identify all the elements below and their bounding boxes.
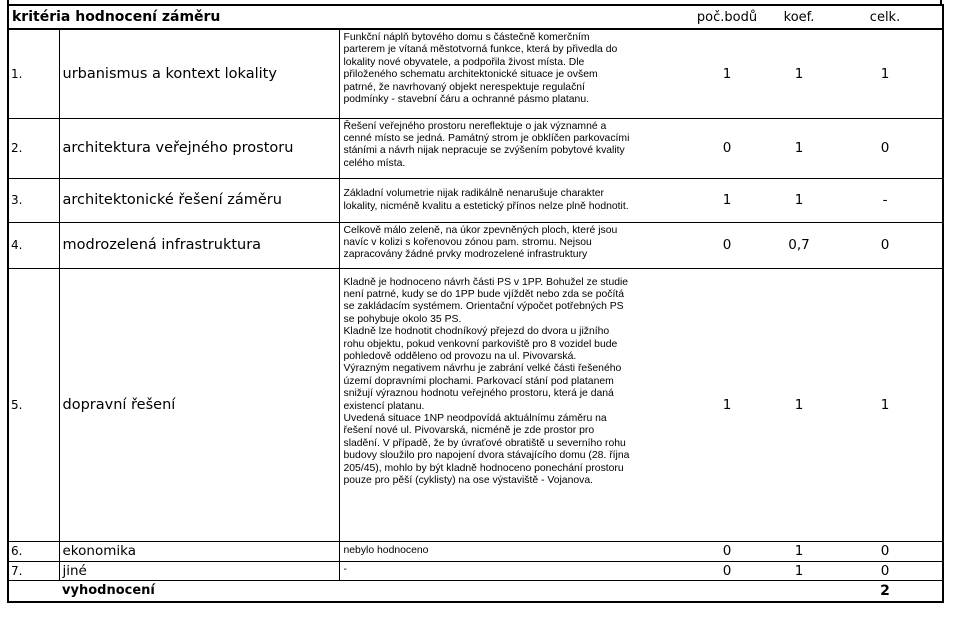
points-value: 1: [684, 268, 770, 541]
points-value: 0: [684, 118, 770, 178]
criterion-comment: nebylo hodnoceno: [339, 541, 684, 561]
criterion-comment: -: [339, 561, 684, 580]
criterion-comment: Celkově málo zeleně, na úkor zpevněných ploch, které jsou navíc v kolizi s kořenovou zónou pam. stromu. Nejsou zapracovány žádné prvky modrozelené infrastruktury: [339, 222, 684, 268]
total-value: 1: [828, 268, 943, 541]
coef-value: 1: [770, 561, 828, 580]
summary-coef-cell: [770, 580, 828, 602]
criterion-comment: Funkční náplň bytového domu s částečně komerčním parterem je vítaná městotvorná funkce, která by přivedla do lokality nové obyvatele, a podpořila živost místa. Dle přiloženého schematu architektonické situace je ovšem patrné, že navrhovaný objekt nerespektuje regulační podmínky - stavební čáru a ochranné pásmo platanu.: [339, 29, 684, 118]
total-value: 1: [828, 29, 943, 118]
coef-value: 1: [770, 178, 828, 222]
summary-number-cell: [8, 580, 59, 602]
row-number: 2.: [8, 118, 59, 178]
total-value: 0: [828, 541, 943, 561]
criterion-name: modrozelená infrastruktura: [59, 222, 339, 268]
summary-points-cell: [684, 580, 770, 602]
coef-value: 1: [770, 118, 828, 178]
total-value: -: [828, 178, 943, 222]
criterion-comment: Řešení veřejného prostoru nereflektuje o jak významné a cenné místo se jedná. Památný strom je obklíčen parkovacími stáními a návrh nijak nepracuje se zvýšením pobytové kvality celého místa.: [339, 118, 684, 178]
criterion-name: dopravní řešení: [59, 268, 339, 541]
points-value: 0: [684, 222, 770, 268]
column-header-total: celk.: [828, 5, 943, 29]
summary-comment-cell: [339, 580, 684, 602]
criterion-name: architektonické řešení záměru: [59, 178, 339, 222]
criterion-name: urbanismus a kontext lokality: [59, 29, 339, 118]
table-row: [8, 222, 943, 268]
total-value: 0: [828, 118, 943, 178]
summary-row: [8, 580, 943, 602]
points-value: 1: [684, 178, 770, 222]
table-row: [8, 268, 943, 541]
table-title: kritéria hodnocení záměru: [8, 5, 684, 29]
table-row: [8, 541, 943, 561]
column-header-coef: koef.: [770, 5, 828, 29]
row-number: 1.: [8, 29, 59, 118]
points-value: 0: [684, 541, 770, 561]
summary-total: 2: [828, 580, 943, 602]
criterion-comment: Základní volumetrie nijak radikálně nenarušuje charakter lokality, nicméně kvalitu a estetický přínos nelze plně hodnotit.: [339, 178, 684, 222]
summary-label: vyhodnocení: [59, 580, 339, 602]
coef-value: 1: [770, 268, 828, 541]
total-value: 0: [828, 561, 943, 580]
coef-value: 1: [770, 29, 828, 118]
table-row: [8, 178, 943, 222]
criterion-name: ekonomika: [59, 541, 339, 561]
table-row: [8, 118, 943, 178]
coef-value: 0,7: [770, 222, 828, 268]
row-number: 7.: [8, 561, 59, 580]
table-header-row: [8, 5, 943, 29]
column-header-points: poč.bodů: [684, 5, 770, 29]
points-value: 0: [684, 561, 770, 580]
row-number: 6.: [8, 541, 59, 561]
row-number: 3.: [8, 178, 59, 222]
criterion-name: architektura veřejného prostoru: [59, 118, 339, 178]
criteria-table: [7, 4, 944, 603]
coef-value: 1: [770, 541, 828, 561]
table-row: [8, 29, 943, 118]
table-row: [8, 561, 943, 580]
points-value: 1: [684, 29, 770, 118]
total-value: 0: [828, 222, 943, 268]
row-number: 4.: [8, 222, 59, 268]
row-number: 5.: [8, 268, 59, 541]
criterion-comment: Kladně je hodnoceno návrh části PS v 1PP. Bohužel ze studie není patrné, kudy se do 1PP bude vjíždět nebo zda se počítá se zakládacím systémem. Orientační výpočet potřebných PS se pohybuje okolo 35 PS. Kladně lze hodnotit chodníkový přejezd do dvora u jižního rohu objektu, pokud venkovní parkoviště pro 8 vozidel bude pohledově odděleno od provozu na ul. Pivovarská. Výrazným negativem návrhu je zabrání velké části řešeného území dopravními plochami. Parkovací stání pod platanem snižují výraznou hodnotu veřejného prostoru, která je daná existencí platanu. Uvedená situace 1NP neodpovídá aktuálnímu záměru na řešení nové ul. Pivovarská, nicméně je zde prostor pro sladění. V případě, že by úvraťové obratiště u severního rohu budovy sloužilo pro napojení dvora stávajícího domu (28. října 205/45), mohlo by být kladně hodnoceno ponechání prostoru pouze pro pěší (cyklisty) na ose výstaviště - Vojanova.: [339, 268, 684, 541]
criterion-name: jiné: [59, 561, 339, 580]
